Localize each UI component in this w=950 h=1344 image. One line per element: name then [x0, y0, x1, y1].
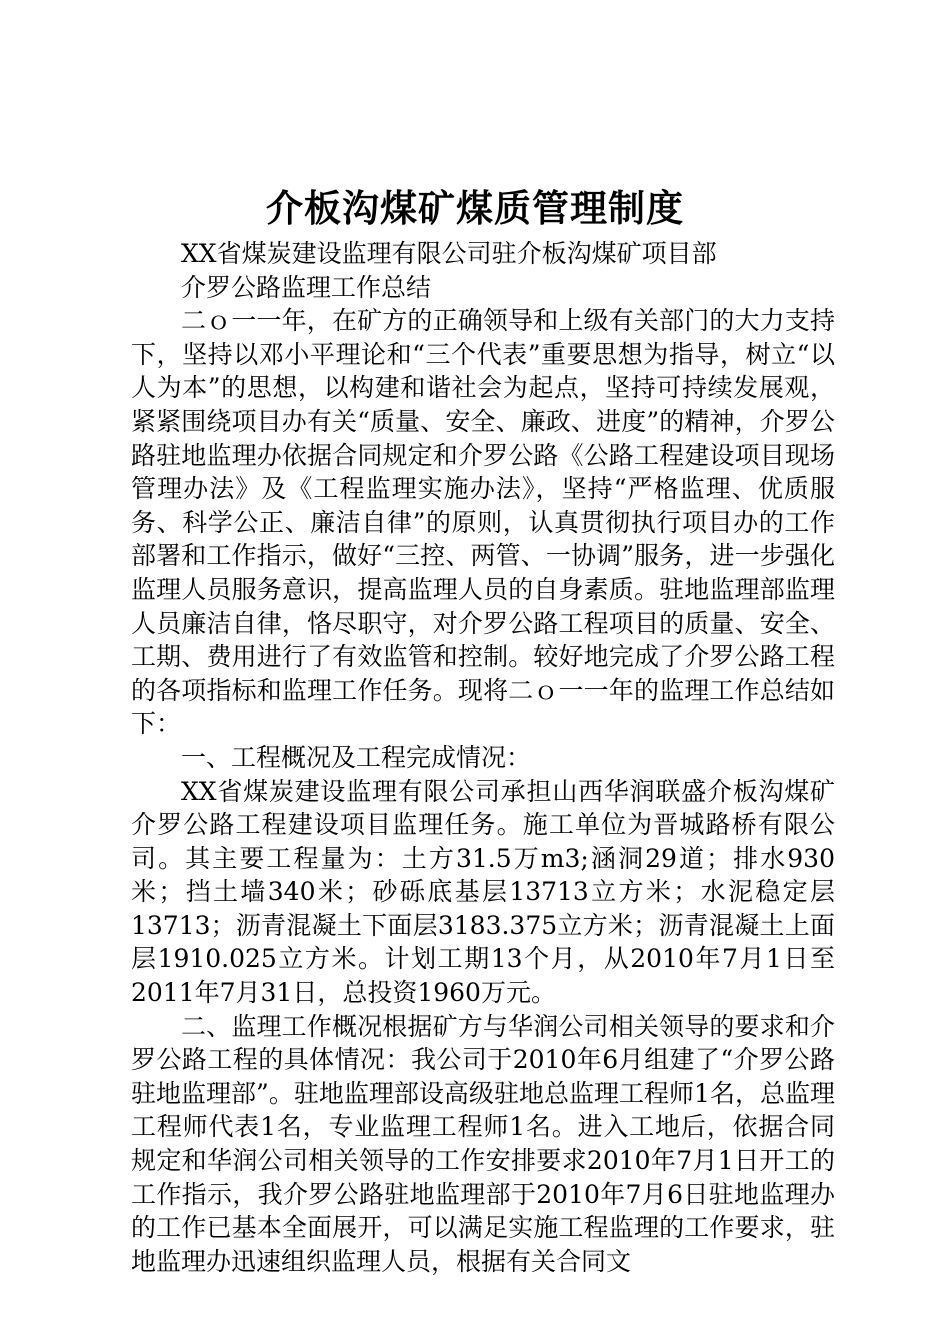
section-paragraph-2: 二、监理工作概况根据矿方与华润公司相关领导的要求和介罗公路工程的具体情况：我公司于2010年6月组建了“介罗公路驻地监理部”。驻地监理部设高级驻地总监理工程师1名，总监理工程师代表1名，专业监理工程师1名。进入工地后，依据合同规定和华润公司相关领导的工作安排要求2010年7月1日开工的工作指示，我介罗公路驻地监理部于2010年7月6日驻地监理办的工作已基本全面展开，可以满足实施工程监理的工作要求，驻地监理办迅速组织监理人员，根据有关合同文 — [131, 1011, 835, 1276]
section-heading-1: 一、工程概况及工程完成情况： — [181, 742, 532, 772]
overview-paragraph: XX省煤炭建设监理有限公司承担山西华润联盛介板沟煤矿介罗公路工程建设项目监理任务。施工单位为晋城路桥有限公司。其主要工程量为：土方31.5万m3;涵洞29道；排水930米；挡土墙340米；砂砾底基层13713立方米；水泥稳定层13713；沥青混凝土下面层3183.375立方米；沥青混凝土上面层1910.025立方米。计划工期13个月，从2010年7月1日至2011年7月31日，总投资1960万元。 — [131, 776, 835, 1008]
document-title: 介板沟煤矿煤质管理制度 — [266, 186, 684, 230]
document-body — [131, 237, 835, 1278]
subtitle-line: 介罗公路监理工作总结 — [181, 272, 432, 302]
org-line: XX省煤炭建设监理有限公司驻介板沟煤矿项目部 — [181, 239, 717, 268]
intro-paragraph: 二ｏ一一年，在矿方的正确领导和上级有关部门的大力支持下，坚持以邓小平理论和“三个代表”重要思想为指导，树立“以人为本”的思想，以构建和谐社会为起点，坚持可持续发展观，紧紧围绕项目办有关“质量、安全、廉政、进度”的精神，介罗公路驻地监理办依据合同规定和介罗公路《公路工程建设项目现场管理办法》及《工程监理实施办法》，坚持“严格监理、优质服务、科学公正、廉洁自律”的原则，认真贯彻执行项目办的工作部署和工作指示，做好“三控、两管、一协调”服务，进一步强化监理人员服务意识，提高监理人员的自身素质。驻地监理部监理人员廉洁自律，恪尽职守，对介罗公路工程项目的质量、安全、工期、费用进行了有效监管和控制。较好地完成了介罗公路工程的各项指标和监理工作任务。现将二ｏ一一年的监理工作总结如下： — [131, 306, 835, 739]
